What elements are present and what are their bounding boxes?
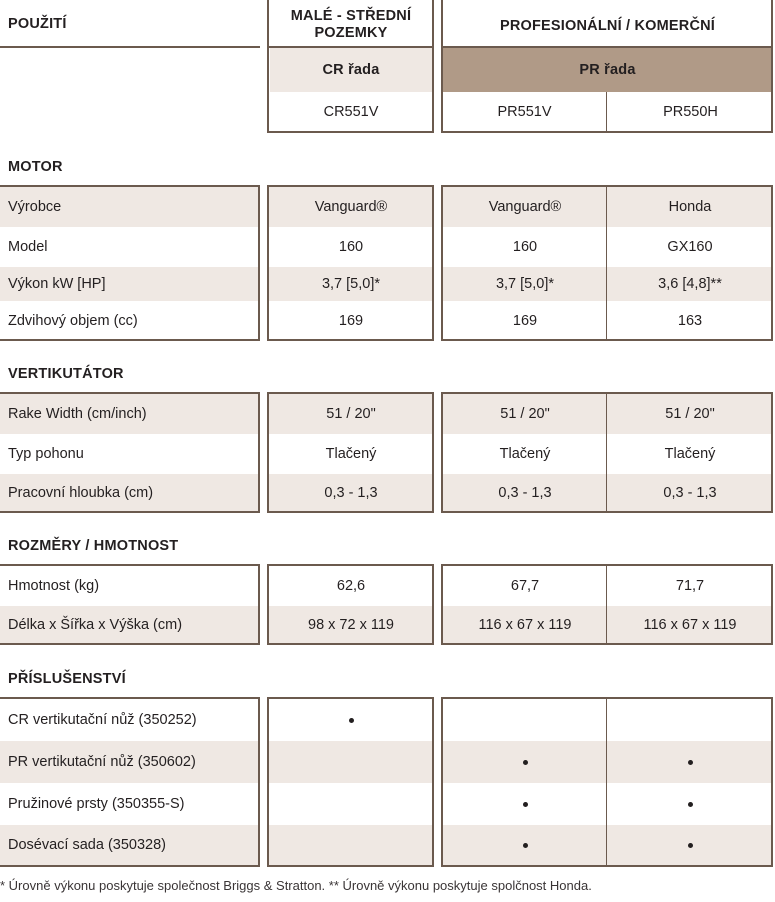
model-pr551v: PR551V <box>497 104 552 120</box>
table-cell: Vanguard® <box>488 199 562 215</box>
section-title-accessories: PŘÍSLUŠENSTVÍ <box>8 671 126 687</box>
table-cell: 160 <box>338 239 364 255</box>
table-row-label: Model <box>8 239 48 255</box>
model-cr551v: CR551V <box>323 104 379 120</box>
table-row-label: PR vertikutační nůž (350602) <box>8 754 196 770</box>
table-row-label: Hmotnost (kg) <box>8 578 100 594</box>
table-row-label: Zdvihový objem (cc) <box>8 312 138 329</box>
pro-commercial-header: PROFESIONÁLNÍ / KOMERČNÍ <box>499 18 716 34</box>
section-title-motor: MOTOR <box>8 159 63 175</box>
table-cell: 0,3 - 1,3 <box>324 485 378 501</box>
table-cell: 0,3 - 1,3 <box>498 485 552 501</box>
included-dot <box>443 741 607 783</box>
usage-header: POUŽITÍ <box>8 16 67 32</box>
bullet-icon <box>523 843 528 848</box>
footnote: * Úrovně výkonu poskytuje společnost Briggs & Stratton. ** Úrovně výkonu poskytuje spolčnost Honda. <box>0 878 592 893</box>
table-row-label: Rake Width (cm/inch) <box>8 406 147 422</box>
table-cell: 51 / 20" <box>500 406 550 422</box>
bullet-icon <box>688 760 693 765</box>
table-cell: 169 <box>338 312 364 329</box>
table-cell: Tlačený <box>664 446 716 462</box>
model-pr550h: PR550H <box>663 104 718 120</box>
included-dot <box>443 825 607 865</box>
divider <box>0 46 260 48</box>
bullet-icon <box>688 843 693 848</box>
table-cell: 163 <box>677 312 703 329</box>
small-medium-header: MALÉ - STŘEDNÍ POZEMKY <box>290 8 412 41</box>
bullet-icon <box>523 802 528 807</box>
table-cell: 0,3 - 1,3 <box>663 485 717 501</box>
table-row-label: Dosévací sada (350328) <box>8 837 166 853</box>
table-cell: GX160 <box>667 239 713 255</box>
bullet-icon <box>523 760 528 765</box>
table-cell: 67,7 <box>510 578 540 594</box>
table-cell: Honda <box>668 199 712 215</box>
table-row-label: Pružinové prsty (350355-S) <box>8 796 185 812</box>
table-row-label: CR vertikutační nůž (350252) <box>8 712 197 728</box>
pr-series-label: PR řada <box>579 62 636 78</box>
table-cell: 71,7 <box>675 578 705 594</box>
table-cell: Tlačený <box>325 446 377 462</box>
included-dot <box>608 741 772 783</box>
table-cell: 51 / 20" <box>326 406 376 422</box>
cr-series-label: CR řada <box>322 62 380 78</box>
table-cell: 169 <box>512 312 538 329</box>
table-cell: 51 / 20" <box>665 406 715 422</box>
table-row-label: Pracovní hloubka (cm) <box>8 485 154 501</box>
included-dot <box>608 783 772 825</box>
bullet-icon <box>349 718 354 723</box>
table-row-label: Délka x Šířka x Výška (cm) <box>8 617 183 633</box>
included-dot <box>443 783 607 825</box>
section-title-dimensions: ROZMĚRY / HMOTNOST <box>8 538 179 554</box>
table-cell: 98 x 72 x 119 <box>308 617 394 633</box>
table-cell: 116 x 67 x 119 <box>478 617 572 633</box>
table-row-label: Výkon kW [HP] <box>8 276 106 292</box>
section-title-dethatcher: VERTIKUTÁTOR <box>8 366 124 382</box>
included-dot <box>269 699 433 741</box>
table-cell: 116 x 67 x 119 <box>643 617 737 633</box>
table-cell: 3,7 [5,0]* <box>495 276 555 292</box>
table-cell: 160 <box>512 239 538 255</box>
table-row-label: Výrobce <box>8 199 62 215</box>
bullet-icon <box>688 802 693 807</box>
table-cell: 3,7 [5,0]* <box>321 276 381 292</box>
table-cell: Vanguard® <box>314 199 388 215</box>
table-cell: 62,6 <box>336 578 366 594</box>
table-row-label: Typ pohonu <box>8 446 84 462</box>
table-cell: Tlačený <box>499 446 551 462</box>
included-dot <box>608 825 772 865</box>
table-cell: 3,6 [4,8]** <box>658 276 722 292</box>
